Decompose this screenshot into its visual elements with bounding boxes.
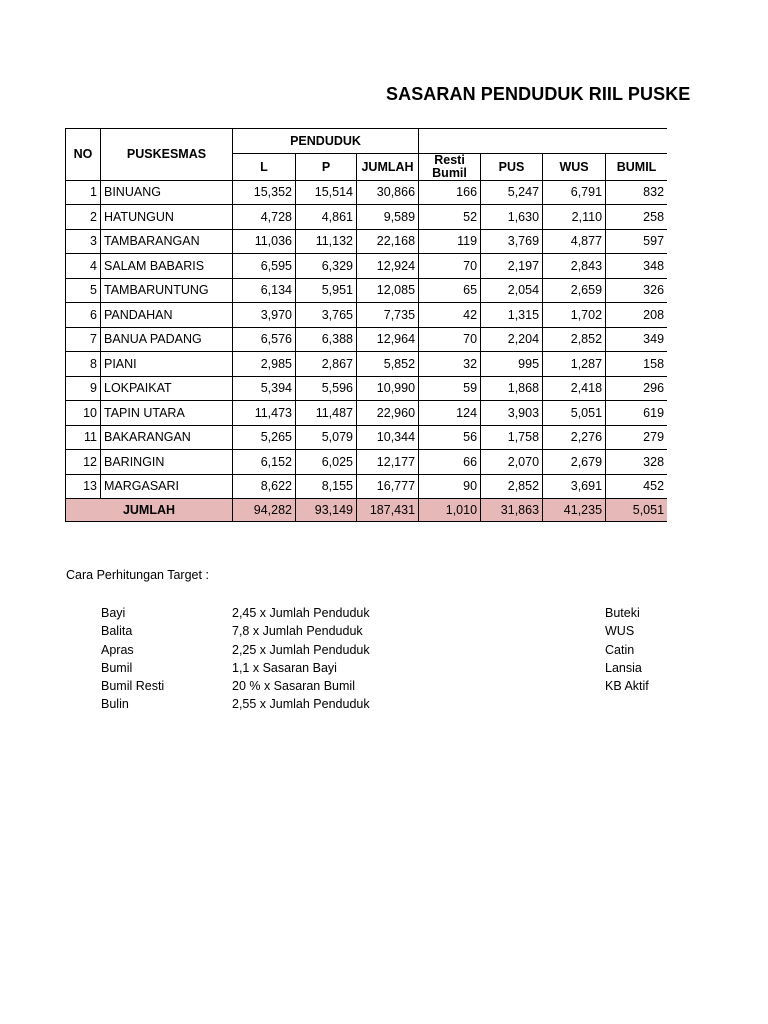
row-pus: 2,204 (481, 327, 543, 352)
row-bumil: 349 (606, 327, 667, 352)
row-puskesmas: PIANI (101, 352, 233, 377)
row-jumlah: 12,085 (357, 278, 419, 303)
row-pus: 1,758 (481, 425, 543, 450)
row-pus: 3,903 (481, 401, 543, 426)
row-resti: 65 (419, 278, 481, 303)
row-l: 5,265 (233, 425, 296, 450)
page-title: SASARAN PENDUDUK RIIL PUSKE (386, 84, 691, 104)
row-pus: 995 (481, 352, 543, 377)
row-pus: 1,630 (481, 205, 543, 230)
row-l: 8,622 (233, 474, 296, 499)
note-right-label: Buteki (605, 606, 640, 620)
row-pus: 1,315 (481, 303, 543, 328)
total-label: JUMLAH (66, 499, 233, 522)
row-bumil: 279 (606, 425, 667, 450)
row-resti: 56 (419, 425, 481, 450)
note-right-label: WUS (605, 624, 635, 639)
row-l: 15,352 (233, 180, 296, 205)
header-bumil: BUMIL (606, 153, 667, 180)
table-row (66, 278, 668, 303)
row-puskesmas: SALAM BABARIS (101, 254, 233, 279)
row-l: 6,595 (233, 254, 296, 279)
table-row (66, 229, 668, 254)
note-label: Apras (101, 642, 134, 657)
row-pus: 1,868 (481, 376, 543, 401)
row-bumil: 326 (606, 278, 667, 303)
row-l: 3,970 (233, 303, 296, 328)
row-l: 6,576 (233, 327, 296, 352)
row-no: 5 (66, 278, 101, 303)
target-table-viewport (65, 128, 667, 522)
row-l: 6,152 (233, 450, 296, 475)
row-l: 2,985 (233, 352, 296, 377)
table-header-row-1 (66, 129, 668, 154)
row-l: 11,036 (233, 229, 296, 254)
notes-labels (101, 604, 164, 714)
row-puskesmas: BAKARANGAN (101, 425, 233, 450)
row-p: 6,025 (296, 450, 357, 475)
row-no: 13 (66, 474, 101, 499)
row-no: 10 (66, 401, 101, 426)
note-right-label: KB Aktif (605, 679, 649, 694)
header-resti-bumil (419, 153, 481, 180)
header-l: L (233, 153, 296, 180)
header-resti-line1: Resti (434, 153, 465, 167)
row-wus: 1,287 (543, 352, 606, 377)
row-bumil: 348 (606, 254, 667, 279)
row-jumlah: 9,589 (357, 205, 419, 230)
note-formula: 2,55 x Jumlah Penduduk (232, 697, 370, 712)
table-row (66, 303, 668, 328)
row-puskesmas: TAPIN UTARA (101, 401, 233, 426)
row-pus: 5,247 (481, 180, 543, 205)
note-formula: 7,8 x Jumlah Penduduk (232, 624, 363, 639)
row-resti: 66 (419, 450, 481, 475)
total-pus: 31,863 (481, 499, 543, 522)
row-pus: 3,769 (481, 229, 543, 254)
row-bumil: 597 (606, 229, 667, 254)
row-jumlah: 10,990 (357, 376, 419, 401)
notes-title: Cara Perhitungan Target : (66, 568, 209, 582)
total-wus: 41,235 (543, 499, 606, 522)
row-wus: 2,110 (543, 205, 606, 230)
row-jumlah: 12,924 (357, 254, 419, 279)
table-row (66, 450, 668, 475)
row-resti: 70 (419, 327, 481, 352)
row-puskesmas: BINUANG (101, 180, 233, 205)
row-wus: 2,418 (543, 376, 606, 401)
table-row (66, 254, 668, 279)
row-no: 12 (66, 450, 101, 475)
table-row (66, 425, 668, 450)
row-pus: 2,197 (481, 254, 543, 279)
header-wus: WUS (543, 153, 606, 180)
row-jumlah: 5,852 (357, 352, 419, 377)
row-no: 1 (66, 180, 101, 205)
row-wus: 2,852 (543, 327, 606, 352)
row-l: 11,473 (233, 401, 296, 426)
row-resti: 32 (419, 352, 481, 377)
note-right-label: Catin (605, 642, 635, 657)
total-l: 94,282 (233, 499, 296, 522)
total-row (66, 499, 668, 522)
note-label: Bayi (101, 606, 126, 620)
row-p: 6,388 (296, 327, 357, 352)
row-l: 5,394 (233, 376, 296, 401)
row-bumil: 158 (606, 352, 667, 377)
row-resti: 119 (419, 229, 481, 254)
row-no: 9 (66, 376, 101, 401)
notes-formulas (232, 604, 370, 714)
row-p: 3,765 (296, 303, 357, 328)
row-jumlah: 12,964 (357, 327, 419, 352)
row-pus: 2,054 (481, 278, 543, 303)
row-wus: 5,051 (543, 401, 606, 426)
table-row (66, 180, 668, 205)
note-right-label: Lansia (605, 660, 642, 675)
row-jumlah: 22,960 (357, 401, 419, 426)
note-formula: 1,1 x Sasaran Bayi (232, 660, 337, 675)
row-wus: 3,691 (543, 474, 606, 499)
row-p: 15,514 (296, 180, 357, 205)
row-jumlah: 22,168 (357, 229, 419, 254)
header-resti-line2: Bumil (432, 165, 467, 180)
note-label: Bumil (101, 660, 133, 675)
header-jumlah: JUMLAH (357, 153, 419, 180)
row-no: 3 (66, 229, 101, 254)
row-bumil: 452 (606, 474, 667, 499)
row-no: 7 (66, 327, 101, 352)
note-formula: 2,25 x Jumlah Penduduk (232, 642, 370, 657)
row-jumlah: 12,177 (357, 450, 419, 475)
row-l: 6,134 (233, 278, 296, 303)
table-row (66, 352, 668, 377)
note-formula: 2,45 x Jumlah Penduduk (232, 606, 370, 620)
row-p: 2,867 (296, 352, 357, 377)
note-label: Bumil Resti (101, 679, 165, 694)
header-sasaran-blank (419, 129, 667, 154)
row-jumlah: 10,344 (357, 425, 419, 450)
row-bumil: 296 (606, 376, 667, 401)
total-resti: 1,010 (419, 499, 481, 522)
header-puskesmas: PUSKESMAS (101, 129, 233, 181)
note-formula: 20 % x Sasaran Bumil (232, 679, 355, 694)
row-p: 11,132 (296, 229, 357, 254)
note-label: Balita (101, 624, 133, 639)
row-pus: 2,070 (481, 450, 543, 475)
row-wus: 2,276 (543, 425, 606, 450)
row-p: 8,155 (296, 474, 357, 499)
row-wus: 1,702 (543, 303, 606, 328)
table-row (66, 376, 668, 401)
row-pus: 2,852 (481, 474, 543, 499)
row-wus: 6,791 (543, 180, 606, 205)
table-row (66, 205, 668, 230)
row-wus: 2,659 (543, 278, 606, 303)
row-jumlah: 7,735 (357, 303, 419, 328)
row-bumil: 832 (606, 180, 667, 205)
row-puskesmas: HATUNGUN (101, 205, 233, 230)
row-resti: 59 (419, 376, 481, 401)
table-row (66, 401, 668, 426)
row-resti: 124 (419, 401, 481, 426)
row-resti: 90 (419, 474, 481, 499)
row-p: 5,079 (296, 425, 357, 450)
table-row (66, 474, 668, 499)
row-bumil: 328 (606, 450, 667, 475)
row-jumlah: 30,866 (357, 180, 419, 205)
row-wus: 2,843 (543, 254, 606, 279)
row-wus: 4,877 (543, 229, 606, 254)
row-puskesmas: MARGASARI (101, 474, 233, 499)
table-body (66, 180, 668, 499)
row-no: 11 (66, 425, 101, 450)
total-p: 93,149 (296, 499, 357, 522)
row-puskesmas: TAMBARUNTUNG (101, 278, 233, 303)
row-p: 11,487 (296, 401, 357, 426)
row-p: 6,329 (296, 254, 357, 279)
row-bumil: 258 (606, 205, 667, 230)
row-wus: 2,679 (543, 450, 606, 475)
row-p: 5,596 (296, 376, 357, 401)
row-no: 8 (66, 352, 101, 377)
row-p: 5,951 (296, 278, 357, 303)
table-row (66, 327, 668, 352)
header-pus: PUS (481, 153, 543, 180)
row-bumil: 208 (606, 303, 667, 328)
row-resti: 52 (419, 205, 481, 230)
row-puskesmas: BANUA PADANG (101, 327, 233, 352)
row-puskesmas: TAMBARANGAN (101, 229, 233, 254)
row-resti: 70 (419, 254, 481, 279)
row-puskesmas: LOKPAIKAT (101, 376, 233, 401)
header-p: P (296, 153, 357, 180)
row-puskesmas: PANDAHAN (101, 303, 233, 328)
row-bumil: 619 (606, 401, 667, 426)
total-jumlah: 187,431 (357, 499, 419, 522)
row-jumlah: 16,777 (357, 474, 419, 499)
row-puskesmas: BARINGIN (101, 450, 233, 475)
target-table (65, 128, 667, 522)
note-label: Bulin (101, 697, 129, 712)
row-no: 2 (66, 205, 101, 230)
row-no: 4 (66, 254, 101, 279)
header-no: NO (66, 129, 101, 181)
row-no: 6 (66, 303, 101, 328)
notes-right-labels (605, 604, 649, 695)
total-bumil: 5,051 (606, 499, 667, 522)
row-l: 4,728 (233, 205, 296, 230)
row-p: 4,861 (296, 205, 357, 230)
row-resti: 166 (419, 180, 481, 205)
row-resti: 42 (419, 303, 481, 328)
header-penduduk: PENDUDUK (233, 129, 419, 154)
